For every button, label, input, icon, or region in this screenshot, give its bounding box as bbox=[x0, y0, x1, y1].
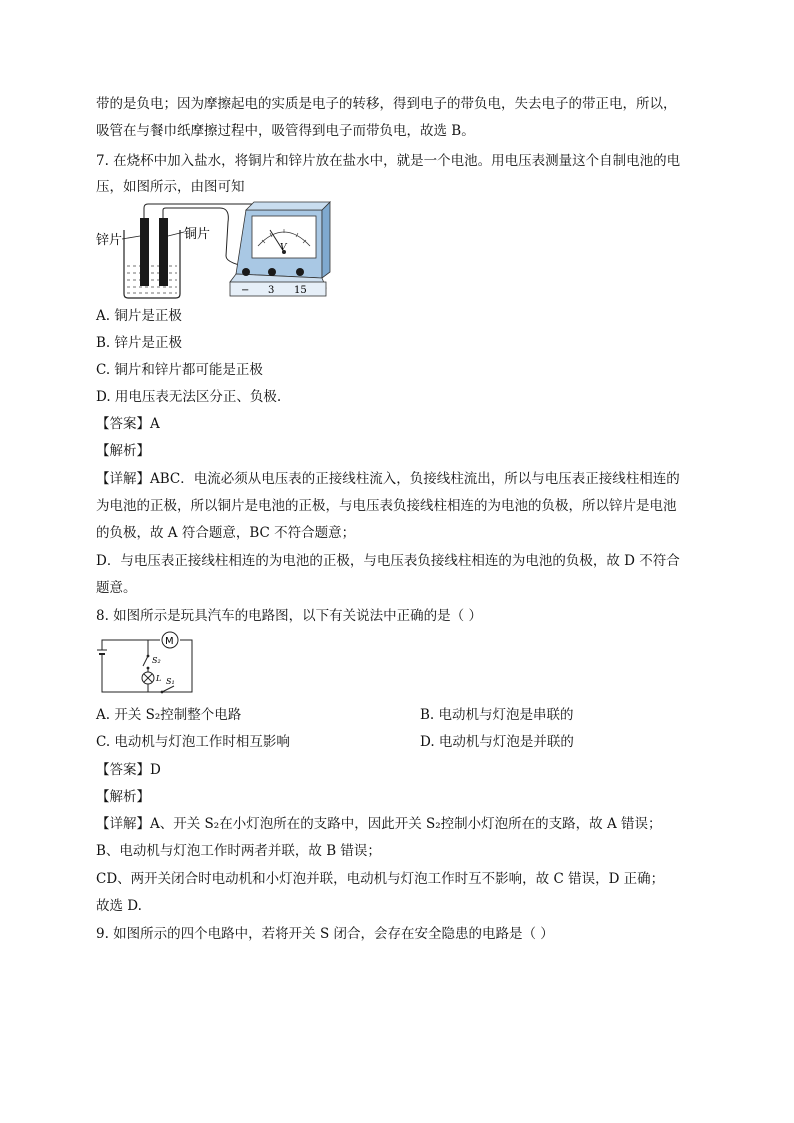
q7-option-a: A. 铜片是正极 bbox=[96, 308, 182, 324]
q8-detail-line-2: B、电动机与灯泡工作时两者并联，故 B 错误； bbox=[96, 843, 381, 859]
intro-line-1: 带的是负电；因为摩擦起电的实质是电子的转移，得到电子的带负电，失去电子的带正电，所以， bbox=[96, 96, 677, 112]
q7-stem-line-2: 压，如图所示，由图可知 bbox=[96, 179, 245, 195]
q8-detail-line-4: 故选 D. bbox=[96, 898, 142, 914]
q8-detail-line-1: 【详解】A、开关 S₂在小灯泡所在的支路中，因此开关 S₂控制小灯泡所在的支路，故 A 错误； bbox=[96, 816, 662, 832]
q7-detail-line-4: D．与电压表正接线柱相连的为电池的正极，与电压表负接线柱相连的为电池的负极，故 D 不符合 bbox=[96, 553, 680, 569]
switch-s2 bbox=[143, 656, 148, 666]
zinc-plate bbox=[140, 218, 149, 286]
q8-option-b: B. 电动机与灯泡是串联的 bbox=[420, 707, 574, 723]
beaker bbox=[124, 230, 180, 298]
q7-battery-voltmeter-figure bbox=[96, 196, 336, 300]
q7-detail-line-1: 【详解】ABC．电流必须从电压表的正接线柱流入，负接线柱流出，所以与电压表正接线柱相连的 bbox=[96, 471, 680, 487]
q7-analysis-title: 【解析】 bbox=[96, 443, 150, 459]
q8-analysis-title: 【解析】 bbox=[96, 789, 150, 805]
q7-answer: 【答案】A bbox=[96, 416, 160, 432]
voltmeter-symbol: V bbox=[280, 243, 287, 253]
q7-option-d: D. 用电压表无法区分正、负极. bbox=[96, 389, 282, 405]
q7-option-b: B. 锌片是正极 bbox=[96, 335, 183, 351]
q8-toy-car-circuit bbox=[96, 630, 206, 698]
copper-plate bbox=[159, 218, 168, 286]
intro-line-2: 吸管在与餐巾纸摩擦过程中，吸管得到电子而带负电，故选 B。 bbox=[96, 123, 475, 139]
q8-option-a: A. 开关 S₂控制整个电路 bbox=[96, 707, 242, 723]
terminal-15-label: 15 bbox=[294, 285, 307, 296]
q8-stem: 8. 如图所示是玩具汽车的电路图，以下有关说法中正确的是（ ） bbox=[96, 608, 482, 624]
q7-detail-line-5: 题意。 bbox=[96, 580, 137, 596]
q8-option-d: D. 电动机与灯泡是并联的 bbox=[420, 734, 574, 750]
lamp-label: L bbox=[156, 674, 162, 683]
q8-detail-line-3: CD、两开关闭合时电动机和小灯泡并联，电动机与灯泡工作时互不影响，故 C 错误，D 正确； bbox=[96, 871, 665, 887]
q9-stem: 9. 如图所示的四个电路中，若将开关 S 闭合，会存在安全隐患的电路是（ ） bbox=[96, 926, 554, 942]
q8-answer: 【答案】D bbox=[96, 762, 161, 778]
q7-stem-line-1: 7. 在烧杯中加入盐水，将铜片和锌片放在盐水中，就是一个电池。用电压表测量这个自制电池的电 bbox=[96, 153, 681, 169]
salt-water bbox=[127, 266, 177, 293]
switch-s1-label: S₁ bbox=[166, 677, 175, 686]
motor-label: M bbox=[165, 636, 174, 647]
terminal-3 bbox=[268, 268, 276, 276]
terminal-negative bbox=[242, 268, 250, 276]
q7-detail-line-2: 为电池的正极，所以铜片是电池的正极，与电压表负接线柱相连的为电池的负极，所以锌片是电池 bbox=[96, 498, 677, 514]
switch-s1 bbox=[162, 686, 174, 692]
terminal-3-label: 3 bbox=[268, 285, 275, 296]
q7-option-c: C. 铜片和锌片都可能是正极 bbox=[96, 362, 263, 378]
q8-option-c: C. 电动机与灯泡工作时相互影响 bbox=[96, 734, 290, 750]
copper-label: 铜片 bbox=[184, 227, 211, 242]
switch-s2-label: S₂ bbox=[152, 656, 161, 665]
q7-detail-line-3: 的负极，故 A 符合题意，BC 不符合题意； bbox=[96, 525, 356, 541]
zinc-label: 锌片 bbox=[96, 233, 123, 248]
terminal-minus-label: − bbox=[241, 285, 250, 296]
terminal-15 bbox=[296, 268, 304, 276]
